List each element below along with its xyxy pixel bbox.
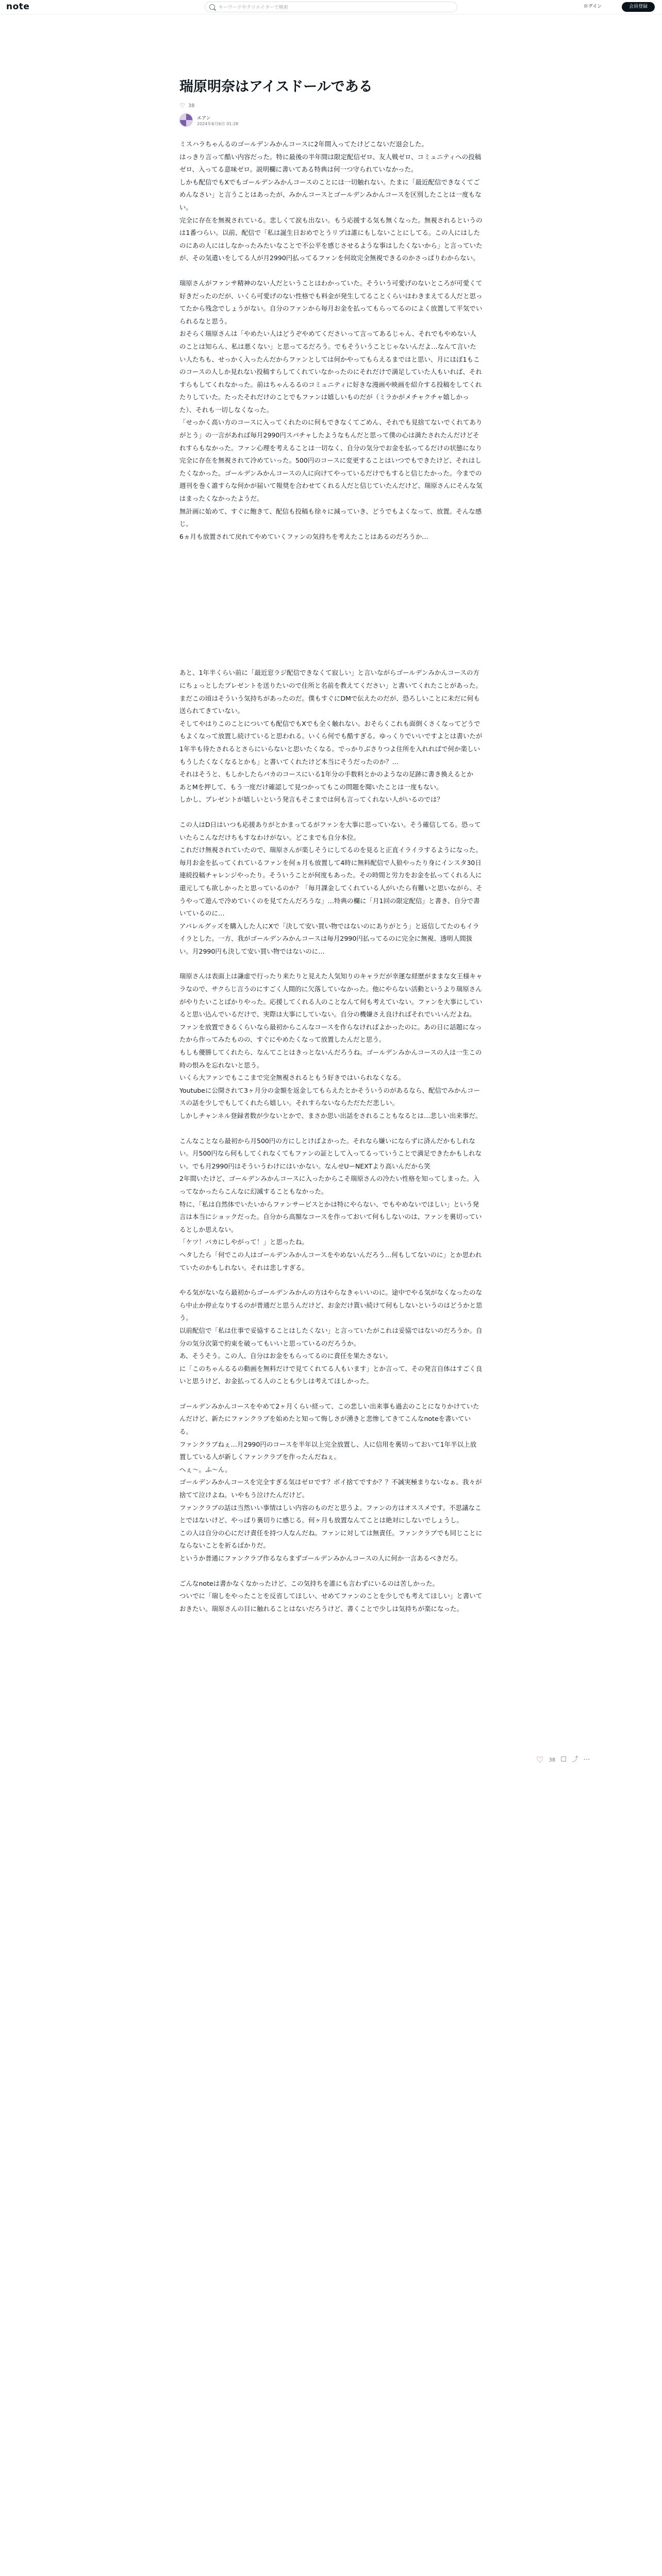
site-header bbox=[0, 0, 662, 14]
search-icon bbox=[209, 4, 215, 10]
like-count: 38 bbox=[549, 1757, 556, 1763]
share-icon[interactable]: ⤴ bbox=[571, 1756, 578, 1764]
avatar[interactable] bbox=[179, 113, 193, 127]
paragraph: ゴールデンみかんコースをやめて2ヶ月くらい経って、この悲しい出来事も過去のことになりかけていたんだけど、新たにファンクラブを始めたと知って悔しさが湧きと悲惨してきてこんなnoteを書いている。 ファンクラブねぇ…月2990円のコースを半年以上完全放置し、人に信用を裏切っておいて1年半以上放置している人が新しくファンクラブを作ったんだねぇ。 へぇ〜。ふ〜ん。 ゴールデンみかんコースを完全すぎる気はゼロです？ボイ捨てですか？？不誠実極まりないなぁ。我々が捨てて泣けよね。いやもう泣けたんだけど。 ファンクラブの話は当然いい事情はしい内容のものだと思うよ。ファンの方はオススメです。不思議なことではないけど、やっぱり裏切りに感じる。何ヶ月も放置なんてことは絶対にしないでしょうし。 この人は自分の心にだけ責任を持つ人なんだね。ファンに対しては無責任。ファンクラブでも同じことにならないことを祈るばかりだ。 というか普通にファンクラブ作るならまずゴールデンみかんコースの人に何か一言あるべきだろ。 bbox=[179, 1402, 483, 1562]
search-box[interactable] bbox=[205, 2, 457, 12]
post-date: 2024年6月6日 01:28 bbox=[197, 122, 239, 126]
comment-icon[interactable]: ☐ bbox=[560, 1756, 567, 1764]
paragraph: こんなことなら最初から月500円の方にしとけばよかった。それなら嫌いにならずに済んだかもしれない。月500円なら何もしてくれなくてもファンの証として入ってるっていうことで満足できたかもしれない。でも月2990円はそういうわけにはいかない。なんせUーNEXTより高いんだから笑 2年間いたけど、ゴールデンみかんコースに入ったからこそ瑞原さんの冷たい性格を知ってしまった。入ってなかったらこんなに幻滅することもなかった。 特に、「私は自然体でいたいからファンサービスとかは特にやらない、でもやめないでほしい」という発言は本当にショックだった。自分から高額なコースを作っておいて何もしないのは、ファンを裏切っているとしか思えない。 「ケツ！バカにしやがって！」と思ったね。 ヘタしたら「何でこの人はゴールデンみかんコースをやめないんだろう…何もしてないのに」とか思われていたのかもしれない。それは悲しすぎる。 bbox=[179, 1137, 482, 1272]
paragraph: あと、1年半くらい前に「最近窓ラジ配信できなくて寂しい」と言いながらゴールデンみかんコースの方にちょっとしたプレゼントを送りたいので住所と名前を教えてください」と書いてくれたことがあった。まだこの頃はそういう気持ちがあったのだ。僕もすぐにDMで伝えたのだが、恐ろしいことに未だに何も送られてきていない。 そしてやはりこのことについても配信でもXでも全く触れない。おそらくこれも面倒くさくなってどうでもよくなって放置し続けていると思われる。いくら何でも酷すぎる。ゆっくりでいいですよとは書いたが1年半も待たされるとさらにいらないと思いたくなる。でっかりぶさりつよ住所を入れればで何か楽しいもうしたくなくなるとかも」と書いてくれたけど本当にそうだったのか？… それはそうと、もしかしたらバカのコースにいる1年分の手数料とかのようなの足跡に書き換えるとか あとMを押して、もう一度だけ確認して見つかってもこの問題を聞いたことは一度もない。 しかし、プレゼントが嬉しいという発言もそこまでは何も言ってくれない人がいるのでは？ bbox=[179, 669, 483, 804]
register-button[interactable]: 会員登録 bbox=[622, 2, 655, 12]
paragraph: ミスハラちゃんるのゴールデンみかんコースに2年間入ってたけどこないだ退会した。 はっきり言って酷い内容だった。特に最後の半年間は限定配信ゼロ、友人戦ゼロ、コミュニティへの投稿ゼロ、入ってる意味ゼロ。説明欄に書いてある特典は何一つ守られていなかった。 しかも配信でもXでもゴールデンみかんコースのことには一切触れない。たまに「最近配信できなくてごめんなさい」と言うことはあったが、みかんコースとゴールデンみかんコースを区別したことは一度もない。 完全に存在を無視されている。悲しくて涙も出ない。もう応援する気も無くなった。無視されるというのは1番つらい。以前、配信で「私は誕生日おめでとうリプは誰にもしないことにしてる。この人にはしたのにあの人にはしなかったみたいなことで不公平を感じさせるような事はしたくないから」と言っていたが、その気遣いをしてる人が月2990円払ってるファンを何故完全無視できるのかさっぱりわからない。 bbox=[179, 140, 483, 262]
author-block bbox=[179, 113, 483, 129]
login-button[interactable]: ログイン bbox=[583, 4, 602, 9]
paragraph: ごんなnoteは書かなくなかったけど、この気持ちを誰にも言わずにいるのは苦しかった。 ついでに「瑞しをやったことを反省してほしい、せめてファンのことを少しでも考えてほしい」と書いておきたい。瑞原さんの目に触れることはないだろうけど、書くことで少しは気持ちが楽になった。 bbox=[179, 1579, 483, 1613]
author-name[interactable]: エアン bbox=[197, 116, 211, 121]
article-title: 瑞原明奈はアイスドールである bbox=[179, 79, 373, 95]
more-icon[interactable]: ⋯ bbox=[583, 1756, 590, 1764]
paragraph: 瑞原さんは表面上は謙虚で行ったり来たりと見えた人気知りのキャラだが幸運な経歴がままな女王様キャラなので、サクらじ言うのにすごく人間的に欠落していなかった。他にやらない活動というより瑞原さんがやりたいことばかりやった。応援してくれる人のことなんて何も考えていない。ファンを大事にしていると思い込んでいるだけで、実際は大事にしていない。自分の機嫌さえ良ければそれでいいんだよね。 ファンを放置できるくらいなら最初からこんなコースを作らなければよかったのに。あの日に話題になったから作ってみたものの、すぐにやめたくなって放置したんだと思う。 もしも優勝してくれたら、なんてことはきっとないんだろうね。ゴールデンみかんコースの人は一生この時の恨みを忘れないと思う。 いくら大ファンでもここまで完全無視されるともう好きではいられなくなる。 Youtubeに公開されて3ヶ月分の金額を返金してもらえたとかそういうのがあるなら、配信でみかんコースの話を少しでもしてくれたら嬉しい。それすらないならただただ悲しい。 しかしチャンネル登録者数が少ないとかで、まさか思い出話をされることもなるとは…悲しい出来事だ。 bbox=[179, 972, 483, 1120]
heart-icon[interactable]: ♡ bbox=[536, 1755, 544, 1765]
like-summary bbox=[179, 102, 483, 109]
article bbox=[179, 77, 483, 1615]
paragraph: やる気がないなら最初からゴールデンみかんの方はやらなきゃいいのに。途中でやる気がなくなったのなら中止か停止なりするのが普通だと思うんだけど、お金だけ貰い続けて何もしないというのはどうかと思う。 以前配信で「私は仕事で妥協することはしたくない」と言っていたがこれは妥協ではないのだろうか。自分の気分次第で約束を破ってもいいと思っているのだろうか。 あ、そうそう。この人、自分はお金をもらってるのに責任を果たさない。 に「このちゃんるるの動画を無料だけで見てくれてる人もいます」とか言って、その発言自体はすごく良いと思うけど、お金払ってる人のことも少しは考えてほしかった。 bbox=[179, 1289, 483, 1385]
floating-actions bbox=[536, 1754, 608, 1766]
paragraph: 瑞原さんがファンサ精神のない人だということはわかっていた。そういう可愛げのないところが可愛くて好きだったのだが、いくら可愛げのない性格でも料金が発生してることくらいはわきまえてる人だと思ってたから残念でしょうがない。自分のファンから毎月お金を払ってもらってるのによく放置して平気でいられるなと思う。 おそらく瑞原さんは「やめたい人はどうぞやめてくださいって言ってあるじゃん、それでもやめない人のことは知らん、私は悪くない」と思ってるだろう。でもそういうことじゃないんだよ…なんて言いたい人たちも、せっかく入ったんだからファンとしては何かやってもらえるまではと思い、月にほぼ1もこのコースの人しか見れない投稿すらしてくれていなかったのにそれだけで満足していた人もいれば、それすらもしてくれなかった。前はちゃんるるのコミュニティに好きな漫画や映画を紹介する投稿をしてくれたりしていた。たったそれだけのことでもファンは嬉しいものだが（ミラかがメチャクチャ嬉しかった）、それも一切しなくなった。 「せっかく高い方のコースに入ってくれたのに何もできなくてごめん、それでも見捨てないでくれてありがとう」の一言があれば毎月2990円スパチャしたようなもんだと思って僕の心は満たされたんだけどそれすらもなかった。ファン心理を考えることは一切なく、自分の気分でお金を払ってるだけの状態になり完全に存在を無視されて冷めていった。500円のコースに変更することはいつでもできたけど、それはしたくなかった。ゴールデンみかんコースの人に向けてやっているだけでもすると信じたかった。今までの週刊を巻く誰すらな何かが届いて報奨を合わせてくれる人だと信じていたんだけど、瑞原さんにそんな気はまったくなかったようだ。 無計画に始めて、すぐに飽きて、配信も投稿も徐々に減っていき、どうでもよくなって、放置。そんな感じ。 6ヵ月も放置されて戻れてやめていくファンの気持ちを考えたことはあるのだろうか… bbox=[179, 279, 483, 540]
note-logo[interactable]: note bbox=[6, 2, 30, 12]
heart-icon[interactable]: ♡ bbox=[179, 102, 185, 109]
paragraph: この人はD日はいつも応援ありがとかまってるがファンを大事に思っていない。そう確信してる。恐っていたらこんなだけちもすなわけがない。どこまでも自分本位。 これだけ無視されていたので、瑞原さんが楽しそうにしてるのを見ると正直イライラするようになった。毎月お金を払ってくれているファンを何ヵ月も放置して4時に無料配信で人狼やったり身にインスタ30日連続投稿チャレンジやったり。そういうことが何度もあった。その時間と労力をお金を払ってくれる人に還元しても欲しかったと思っているのか？「毎月課金してくれている人がいたら有難いと思いながら、そうやって遊んで冷めていくのを見てたんだろうな」…特典の欄に「月1回の限定配信」と書き、自分で書いているのに… アパレルグッズを購入した人にXで「決して安い買い物ではないのにありがとう」と返信してたのもイライラとした。一方、我がゴールデンみかんコースは毎月2990円払ってるのに完全に無視、透明人間扱い。月2990円も決して安い買い物ではないのに… bbox=[179, 820, 483, 955]
like-count: 38 bbox=[188, 103, 195, 109]
search-input[interactable] bbox=[218, 3, 446, 12]
